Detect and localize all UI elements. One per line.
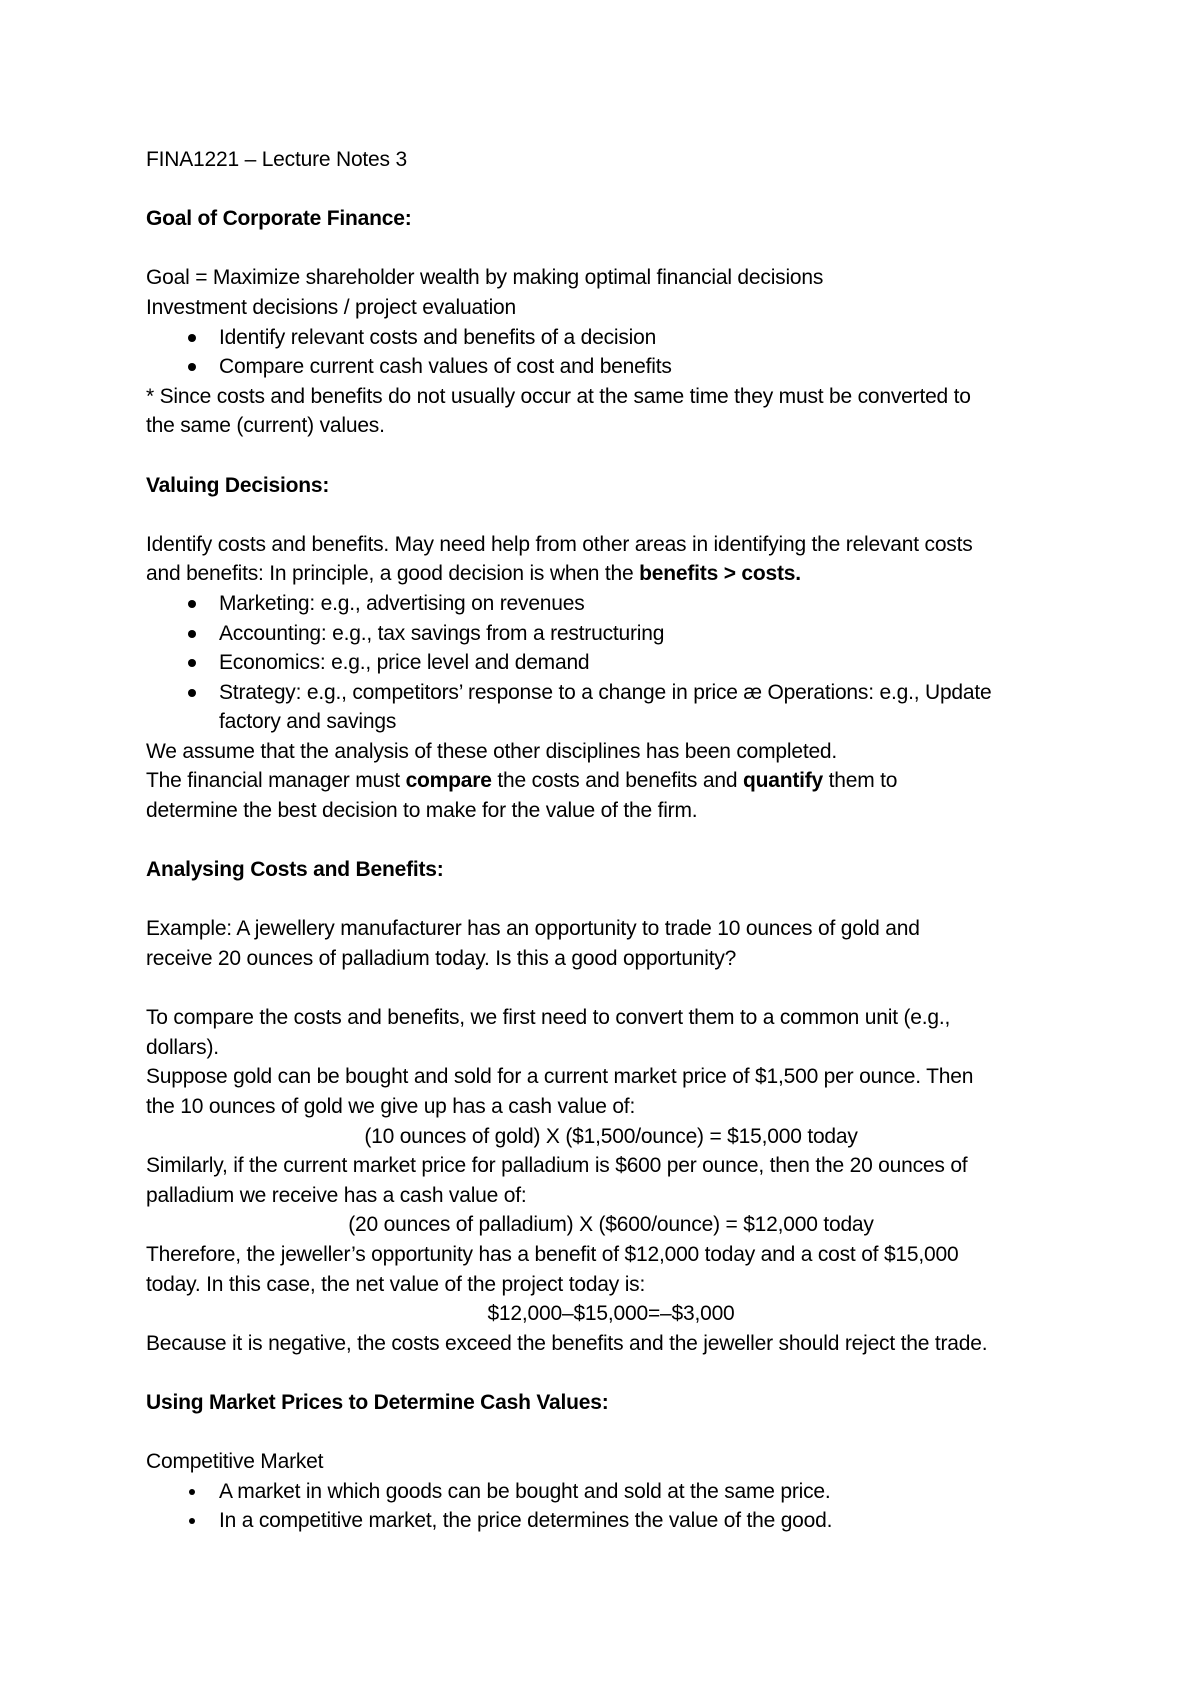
goal-text: Goal = Maximize shareholder wealth by making optimal financial decisions	[146, 266, 824, 290]
text-run: The financial manager must	[146, 769, 406, 793]
bold-text: benefits > costs.	[639, 562, 801, 586]
investment-text: Investment decisions / project evaluation	[146, 295, 517, 319]
list-item-text: A market in which goods can be bought and sold at the same price.	[219, 1479, 831, 1503]
paragraph-line: Because it is negative, the costs exceed the benefits and the jeweller should reject the trade.	[146, 1331, 988, 1355]
section-heading-analysing: Analysing Costs and Benefits:	[146, 858, 444, 882]
note-line: the same (current) values.	[146, 414, 385, 438]
note-line: * Since costs and benefits do not usually occur at the same time they must be converted to	[146, 384, 971, 408]
equation-palladium: (20 ounces of palladium) X ($600/ounce) = $12,000 today	[348, 1213, 874, 1237]
list-item-text: Marketing: e.g., advertising on revenues	[219, 591, 585, 615]
paragraph-line: receive 20 ounces of palladium today. Is this a good opportunity?	[146, 947, 737, 971]
list-item-text: Economics: e.g., price level and demand	[219, 651, 590, 675]
paragraph-line: We assume that the analysis of these other disciplines has been completed.	[146, 739, 838, 763]
paragraph-line: Identify costs and benefits. May need help from other areas in identifying the relevant costs	[146, 532, 973, 556]
document-page	[146, 145, 1076, 1536]
list-item-text: Accounting: e.g., tax savings from a restructuring	[219, 621, 665, 645]
list-item	[146, 619, 1076, 649]
section-heading-market-prices: Using Market Prices to Determine Cash Values:	[146, 1390, 609, 1414]
bold-text: compare	[405, 769, 492, 793]
paragraph-line: today. In this case, the net value of the project today is:	[146, 1272, 646, 1296]
disciplines-bullet-list	[146, 589, 1076, 737]
equation-gold: (10 ounces of gold) X ($1,500/ounce) = $15,000 today	[364, 1124, 858, 1148]
list-item	[146, 352, 1076, 382]
list-item	[146, 678, 1076, 737]
paragraph-line: Therefore, the jeweller’s opportunity has a benefit of $12,000 today and a cost of $15,000	[146, 1242, 959, 1266]
list-item	[146, 323, 1076, 353]
bold-text: quantify	[742, 769, 824, 793]
paragraph-line: determine the best decision to make for the value of the firm.	[146, 799, 698, 823]
goal-bullet-list	[146, 323, 1076, 382]
text-run: the costs and benefits and	[491, 769, 743, 793]
list-item-text: Identify relevant costs and benefits of a decision	[219, 325, 657, 349]
list-item-text: In a competitive market, the price determines the value of the good.	[219, 1509, 833, 1533]
paragraph-line: dollars).	[146, 1035, 219, 1059]
paragraph-line: the 10 ounces of gold we give up has a cash value of:	[146, 1095, 636, 1118]
text-run: them to	[823, 769, 898, 793]
market-bullet-list	[146, 1477, 1076, 1536]
list-item	[146, 1506, 1076, 1536]
text-run: and benefits: In principle, a good decision is when the	[146, 562, 640, 586]
subheading-competitive-market: Competitive Market	[146, 1450, 324, 1474]
equation-net-value: $12,000–$15,000=–$3,000	[487, 1302, 735, 1326]
paragraph-line: Example: A jewellery manufacturer has an opportunity to trade 10 ounces of gold and	[146, 917, 920, 941]
document-title: FINA1221 – Lecture Notes 3	[146, 148, 407, 171]
list-item-text: Strategy: e.g., competitors’ response to a change in price æ Operations: e.g., Update	[219, 680, 992, 704]
section-heading-valuing: Valuing Decisions:	[146, 473, 330, 497]
section-heading-goal: Goal of Corporate Finance:	[146, 207, 412, 231]
list-item	[146, 1477, 1076, 1507]
list-item	[146, 589, 1076, 619]
paragraph-line: palladium we receive has a cash value of:	[146, 1183, 527, 1207]
paragraph-line	[146, 766, 1076, 796]
paragraph-line: Similarly, if the current market price for palladium is $600 per ounce, then the 20 ounces of	[146, 1154, 968, 1178]
list-item-text: Compare current cash values of cost and benefits	[219, 355, 672, 379]
paragraph-line: To compare the costs and benefits, we first need to convert them to a common unit (e.g.,	[146, 1006, 951, 1030]
paragraph-line: Suppose gold can be bought and sold for a current market price of $1,500 per ounce. Then	[146, 1065, 974, 1089]
list-item	[146, 648, 1076, 678]
paragraph-line	[146, 559, 1076, 589]
list-item-text: factory and savings	[219, 710, 397, 734]
